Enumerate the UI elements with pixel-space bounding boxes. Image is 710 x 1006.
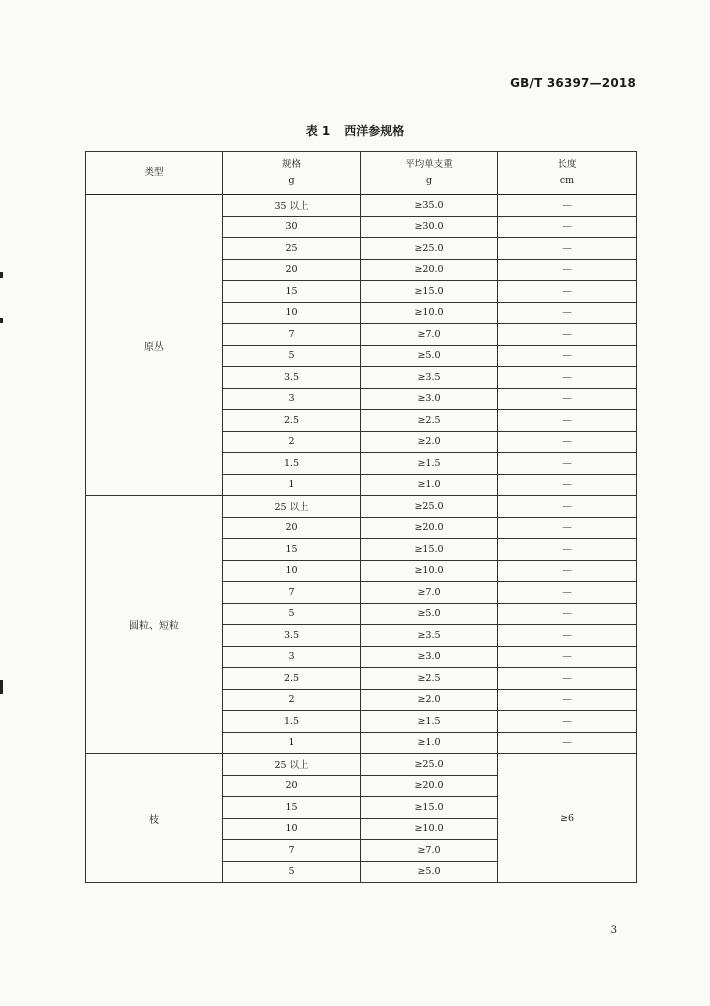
spec-cell: 2 (223, 431, 361, 453)
length-cell: — (498, 216, 637, 238)
spec-cell: 25 以上 (223, 754, 361, 776)
spec-cell: 3.5 (223, 367, 361, 389)
length-cell: — (498, 474, 637, 496)
avg-weight-cell: ≥7.0 (361, 582, 498, 604)
avg-weight-cell: ≥7.0 (361, 840, 498, 862)
length-cell: — (498, 324, 637, 346)
spec-cell: 2.5 (223, 410, 361, 432)
avg-weight-cell: ≥5.0 (361, 603, 498, 625)
length-cell: — (498, 560, 637, 582)
avg-weight-cell: ≥15.0 (361, 797, 498, 819)
spec-cell: 15 (223, 539, 361, 561)
avg-weight-cell: ≥2.5 (361, 410, 498, 432)
spec-cell: 5 (223, 603, 361, 625)
avg-weight-cell: ≥7.0 (361, 324, 498, 346)
header-spec: 规格 g (223, 152, 361, 195)
length-cell: — (498, 496, 637, 518)
length-cell: — (498, 646, 637, 668)
avg-weight-cell: ≥25.0 (361, 754, 498, 776)
length-cell: — (498, 582, 637, 604)
table-caption-title: 西洋参规格 (344, 124, 405, 138)
avg-weight-cell: ≥25.0 (361, 238, 498, 260)
spec-cell: 3 (223, 646, 361, 668)
avg-weight-cell: ≥10.0 (361, 560, 498, 582)
table-row (86, 754, 637, 776)
scan-edge-mark (0, 680, 3, 694)
page-number: 3 (610, 925, 617, 936)
avg-weight-cell: ≥20.0 (361, 775, 498, 797)
spec-cell: 10 (223, 302, 361, 324)
spec-cell: 25 以上 (223, 496, 361, 518)
length-cell: ≥6 (498, 754, 637, 883)
length-cell: — (498, 259, 637, 281)
spec-cell: 3 (223, 388, 361, 410)
table-row (86, 195, 637, 217)
table-caption-number: 表 1 (305, 124, 331, 138)
avg-weight-cell: ≥15.0 (361, 539, 498, 561)
length-cell: — (498, 281, 637, 303)
length-cell: — (498, 539, 637, 561)
spec-cell: 5 (223, 345, 361, 367)
length-cell: — (498, 732, 637, 754)
spec-cell: 1 (223, 474, 361, 496)
spec-cell: 1.5 (223, 453, 361, 475)
avg-weight-cell: ≥2.5 (361, 668, 498, 690)
avg-weight-cell: ≥20.0 (361, 259, 498, 281)
avg-weight-cell: ≥1.5 (361, 453, 498, 475)
avg-weight-cell: ≥25.0 (361, 496, 498, 518)
length-cell: — (498, 625, 637, 647)
spec-cell: 10 (223, 818, 361, 840)
header-length: 长度 cm (498, 152, 637, 195)
length-cell: — (498, 689, 637, 711)
spec-cell: 25 (223, 238, 361, 260)
type-cell: 原丛 (86, 195, 223, 496)
spec-cell: 20 (223, 517, 361, 539)
avg-weight-cell: ≥2.0 (361, 431, 498, 453)
spec-cell: 15 (223, 797, 361, 819)
table-row (86, 496, 637, 518)
length-cell: — (498, 603, 637, 625)
spec-cell: 5 (223, 861, 361, 883)
avg-weight-cell: ≥1.0 (361, 474, 498, 496)
header-avg-weight: 平均单支重 g (361, 152, 498, 195)
type-cell: 圆粒、短粒 (86, 496, 223, 754)
avg-weight-cell: ≥3.0 (361, 388, 498, 410)
avg-weight-cell: ≥3.0 (361, 646, 498, 668)
header-type: 类型 (86, 152, 223, 195)
length-cell: — (498, 517, 637, 539)
length-cell: — (498, 302, 637, 324)
length-cell: — (498, 711, 637, 733)
avg-weight-cell: ≥1.5 (361, 711, 498, 733)
avg-weight-cell: ≥10.0 (361, 818, 498, 840)
avg-weight-cell: ≥15.0 (361, 281, 498, 303)
spec-cell: 2.5 (223, 668, 361, 690)
scan-edge-mark (0, 318, 3, 323)
avg-weight-cell: ≥10.0 (361, 302, 498, 324)
avg-weight-cell: ≥30.0 (361, 216, 498, 238)
spec-cell: 7 (223, 582, 361, 604)
length-cell: — (498, 388, 637, 410)
avg-weight-cell: ≥20.0 (361, 517, 498, 539)
spec-cell: 10 (223, 560, 361, 582)
length-cell: — (498, 453, 637, 475)
spec-cell: 20 (223, 259, 361, 281)
spec-cell: 7 (223, 840, 361, 862)
avg-weight-cell: ≥2.0 (361, 689, 498, 711)
avg-weight-cell: ≥3.5 (361, 367, 498, 389)
length-cell: — (498, 195, 637, 217)
spec-cell: 7 (223, 324, 361, 346)
spec-cell: 15 (223, 281, 361, 303)
spec-cell: 30 (223, 216, 361, 238)
spec-cell: 2 (223, 689, 361, 711)
length-cell: — (498, 345, 637, 367)
avg-weight-cell: ≥5.0 (361, 345, 498, 367)
avg-weight-cell: ≥5.0 (361, 861, 498, 883)
spec-cell: 20 (223, 775, 361, 797)
standard-code: GB/T 36397—2018 (510, 76, 636, 90)
length-cell: — (498, 367, 637, 389)
spec-cell: 3.5 (223, 625, 361, 647)
length-cell: — (498, 431, 637, 453)
spec-cell: 1 (223, 732, 361, 754)
avg-weight-cell: ≥1.0 (361, 732, 498, 754)
type-cell: 枝 (86, 754, 223, 883)
avg-weight-cell: ≥35.0 (361, 195, 498, 217)
length-cell: — (498, 668, 637, 690)
spec-cell: 35 以上 (223, 195, 361, 217)
table-caption (0, 122, 710, 139)
table-body (86, 195, 637, 883)
spec-cell: 1.5 (223, 711, 361, 733)
scan-edge-mark (0, 272, 3, 278)
length-cell: — (498, 238, 637, 260)
length-cell: — (498, 410, 637, 432)
avg-weight-cell: ≥3.5 (361, 625, 498, 647)
spec-table (85, 151, 637, 883)
table-header (86, 152, 637, 195)
